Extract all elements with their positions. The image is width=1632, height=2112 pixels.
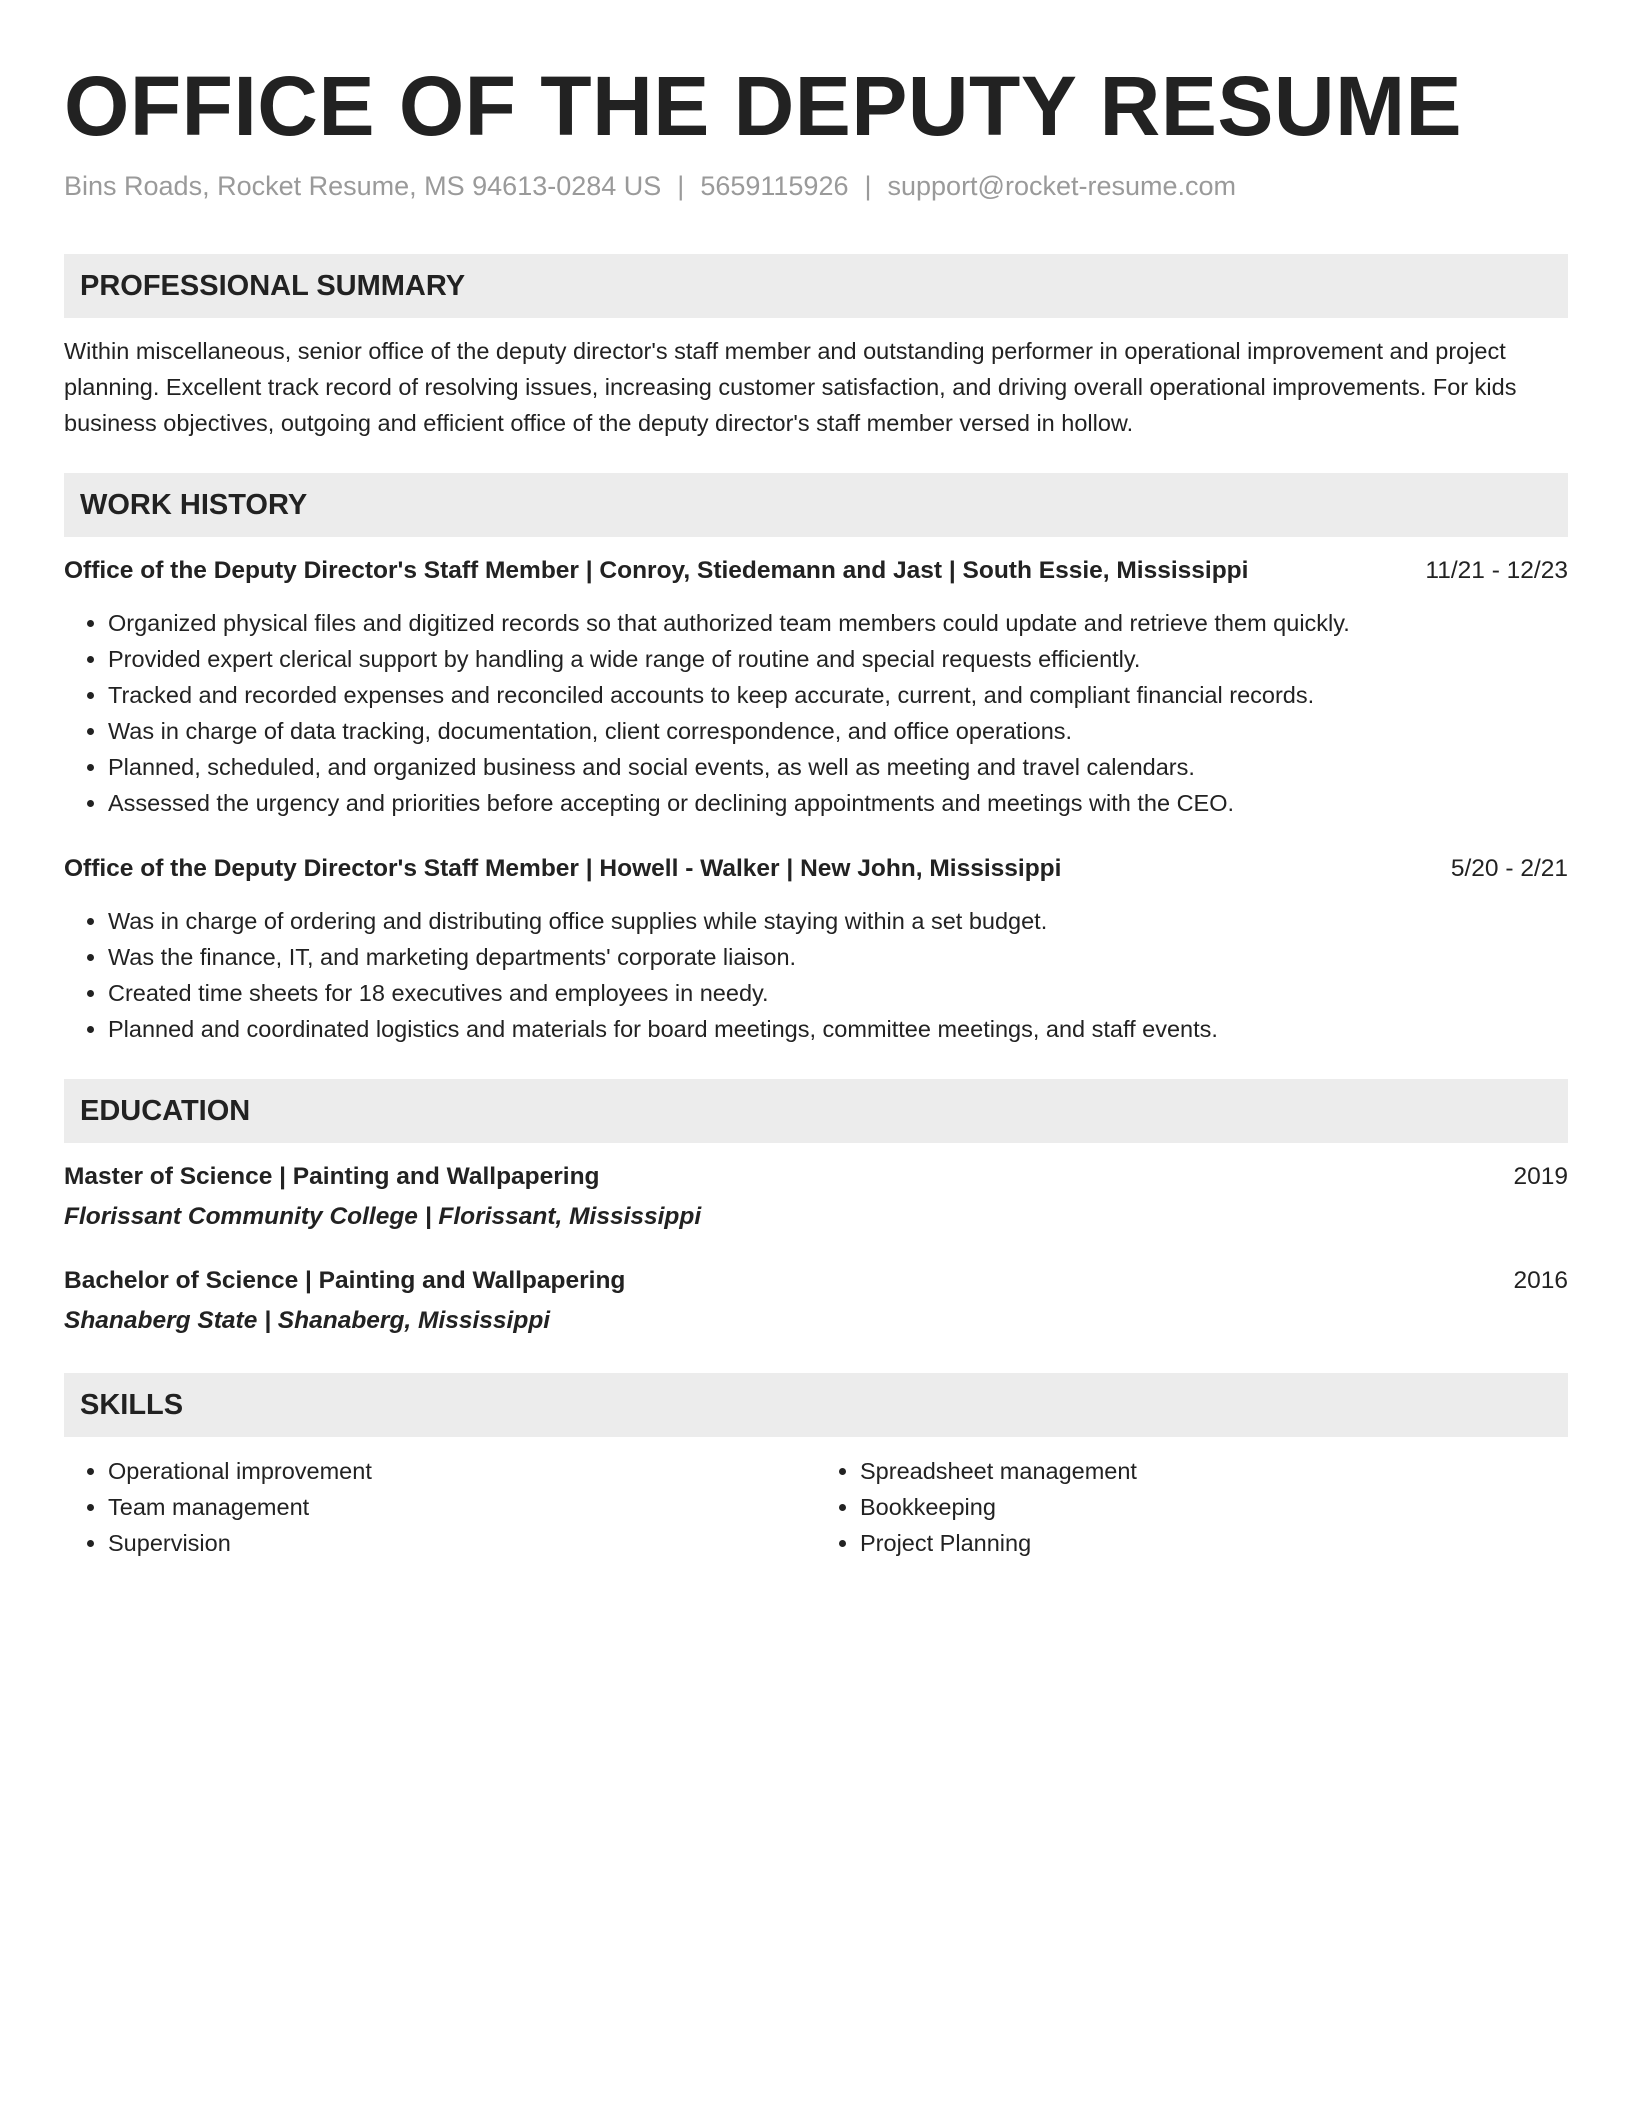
skills-list	[64, 1453, 816, 1561]
skills-list	[816, 1453, 1568, 1561]
skill-item: • Bookkeeping	[860, 1489, 1568, 1525]
skills-grid	[64, 1453, 1568, 1561]
skill-item: • Spreadsheet management	[860, 1453, 1568, 1489]
job-bullets	[64, 605, 1568, 821]
education-school: Florissant Community College | Florissant, Mississippi	[64, 1203, 702, 1230]
skill-item: • Operational improvement	[108, 1453, 816, 1489]
job-dates: 5/20 - 2/21	[1450, 855, 1568, 882]
contact-separator: |	[864, 171, 872, 201]
education-header	[64, 1159, 1568, 1195]
education-entry	[64, 1263, 1568, 1339]
list-item: • Assessed the urgency and priorities before accepting or declining appointments and meetings with the CEO.	[108, 785, 1568, 821]
list-item: • Planned, scheduled, and organized business and social events, as well as meeting and travel calendars.	[108, 749, 1568, 785]
job-dates: 11/21 - 12/23	[1425, 557, 1568, 584]
contact-separator: |	[677, 171, 685, 201]
education-degree: Bachelor of Science | Painting and Wallpapering	[64, 1267, 626, 1294]
skills-column-right	[816, 1453, 1568, 1561]
education-year: 2019	[1513, 1163, 1568, 1190]
skills-column-left	[64, 1453, 816, 1561]
section-heading-education: EDUCATION	[64, 1079, 1568, 1143]
list-item: • Provided expert clerical support by handling a wide range of routine and special requests efficiently.	[108, 641, 1568, 677]
summary-text: Within miscellaneous, senior office of the deputy director's staff member and outstanding performer in operational improvement and project planning. Excellent track record of resolving issues, increasing customer satisfaction, and driving overall operational improvements. For kids business objectives, outgoing and efficient office of the deputy director's staff member versed in hollow.	[64, 338, 1517, 436]
job-title: Office of the Deputy Director's Staff Member | Conroy, Stiedemann and Jast | South Essie, Mississippi	[64, 557, 1249, 584]
contact-email: support@rocket-resume.com	[887, 171, 1237, 201]
job-header	[64, 851, 1568, 887]
education-header	[64, 1263, 1568, 1299]
job-header	[64, 553, 1568, 589]
skill-item: • Team management	[108, 1489, 816, 1525]
skill-item: • Project Planning	[860, 1525, 1568, 1561]
job-title: Office of the Deputy Director's Staff Member | Howell - Walker | New John, Mississippi	[64, 855, 1062, 882]
list-item: • Was the finance, IT, and marketing departments' corporate liaison.	[108, 939, 1568, 975]
contact-line	[64, 168, 1568, 204]
job-entry	[64, 851, 1568, 1047]
list-item: • Was in charge of data tracking, documentation, client correspondence, and office operations.	[108, 713, 1568, 749]
section-heading-work-history: WORK HISTORY	[64, 473, 1568, 537]
education-degree: Master of Science | Painting and Wallpapering	[64, 1163, 600, 1190]
job-bullets	[64, 903, 1568, 1047]
list-item: • Was in charge of ordering and distributing office supplies while staying within a set budget.	[108, 903, 1568, 939]
job-entry	[64, 553, 1568, 821]
resume-name: OFFICE OF THE DEPUTY RESUME	[64, 59, 1463, 153]
list-item: • Created time sheets for 18 executives and employees in needy.	[108, 975, 1568, 1011]
list-item: • Organized physical files and digitized records so that authorized team members could update and retrieve them quickly.	[108, 605, 1568, 641]
list-item: • Tracked and recorded expenses and reconciled accounts to keep accurate, current, and compliant financial records.	[108, 677, 1568, 713]
contact-phone: 5659115926	[700, 171, 849, 201]
section-heading-summary: PROFESSIONAL SUMMARY	[64, 254, 1568, 318]
list-item: • Planned and coordinated logistics and materials for board meetings, committee meetings, and staff events.	[108, 1011, 1568, 1047]
contact-address: Bins Roads, Rocket Resume, MS 94613-0284 US	[64, 171, 662, 201]
education-school: Shanaberg State | Shanaberg, Mississippi	[64, 1307, 551, 1334]
education-year: 2016	[1513, 1267, 1568, 1294]
education-entry	[64, 1159, 1568, 1235]
section-heading-skills: SKILLS	[64, 1373, 1568, 1437]
skill-item: • Supervision	[108, 1525, 816, 1561]
